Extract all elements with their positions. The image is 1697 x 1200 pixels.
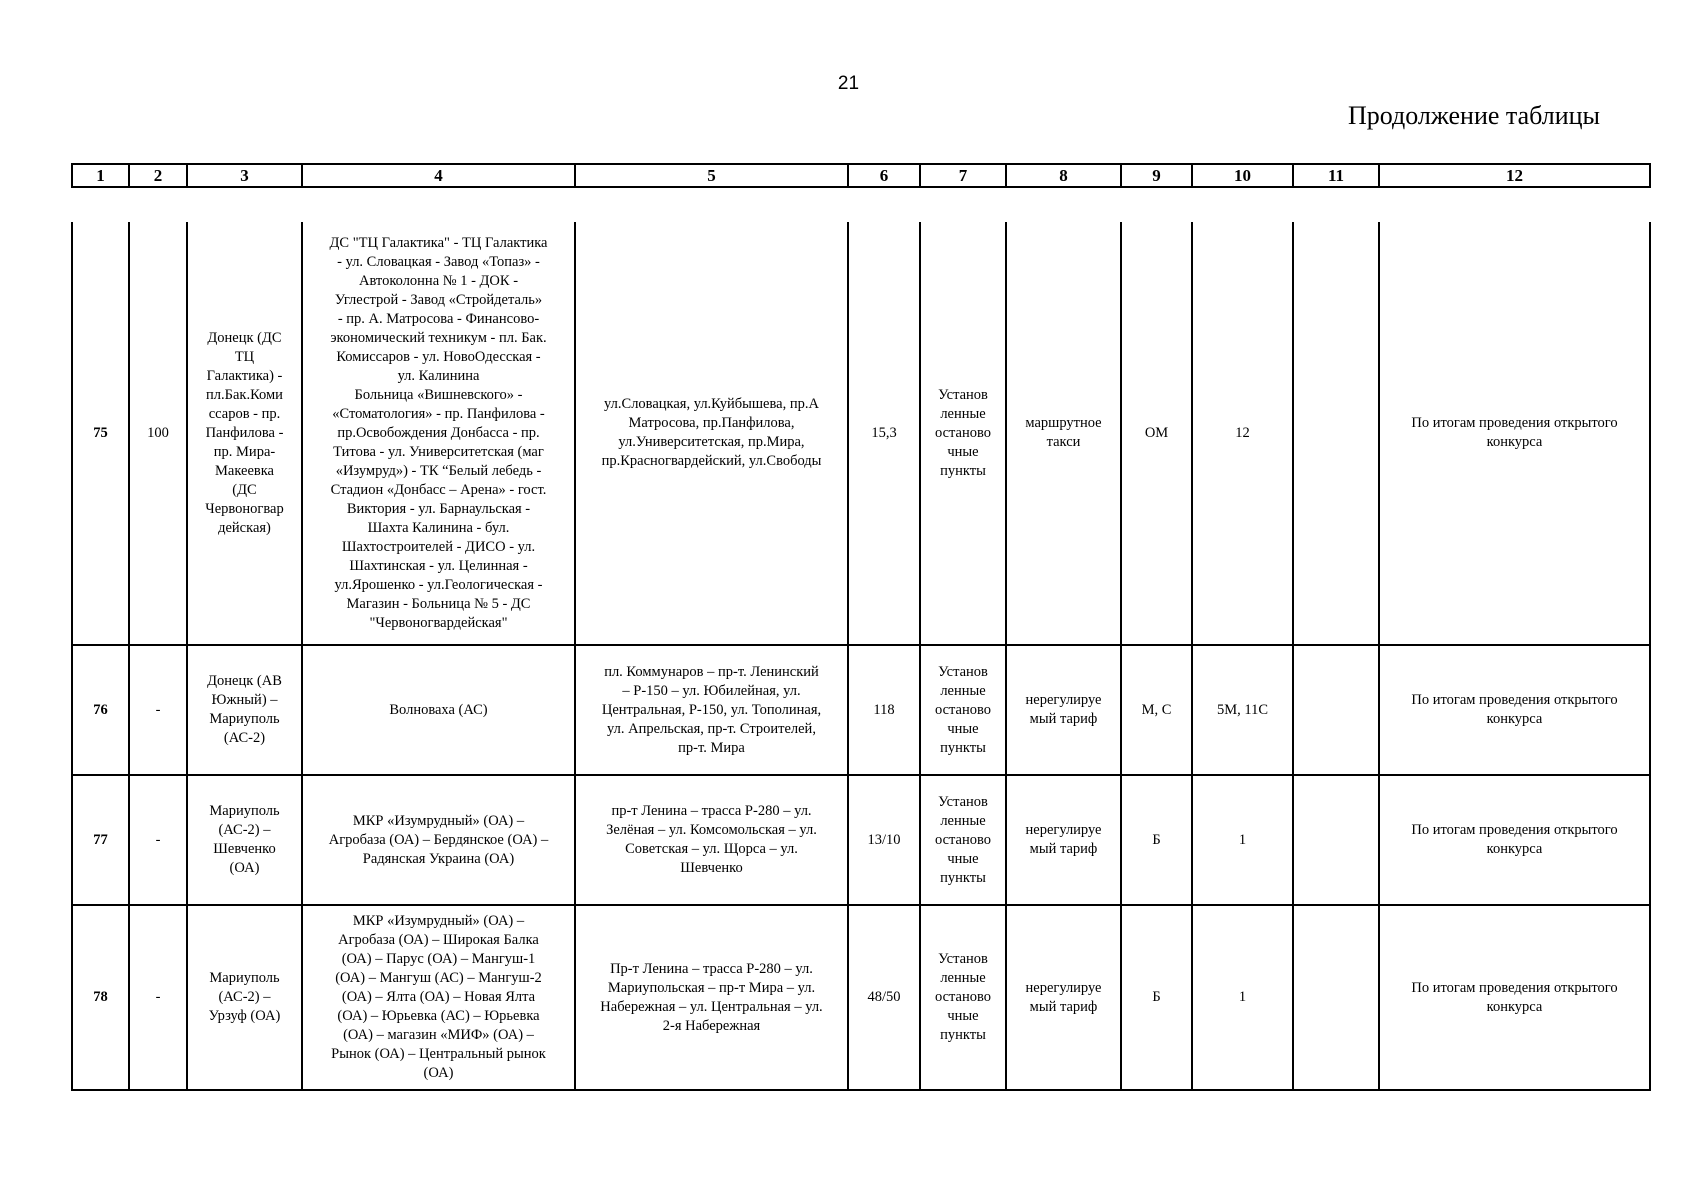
column-number: 8 xyxy=(1006,164,1121,187)
route-name: Донецк (АВ Южный) – Мариуполь (АС-2) xyxy=(187,645,302,775)
transport-type: нерегулируе мый тариф xyxy=(1006,645,1121,775)
continuation-title: Продолжение таблицы xyxy=(1348,101,1600,130)
carrier-note: По итогам проведения открытого конкурса xyxy=(1379,905,1650,1090)
route-stops: МКР «Изумрудный» (ОА) – Агробаза (ОА) – Бердянское (ОА) – Радянская Украина (ОА) xyxy=(302,775,575,905)
carrier-note: По итогам проведения открытого конкурса xyxy=(1379,645,1650,775)
route-stops: ДС "ТЦ Галактика" - ТЦ Галактика - ул. Словацкая - Завод «Топаз» - Автоколонна № 1 - ДОК - Углестрой - Завод «Стройдеталь» - пр. А. Матросова - Финансово- экономический техникум - пл. Бак. Комиссаров - ул. НовоОдесская - ул. Калинина Больница «Вишневского» - «Стоматология» - пр. Панфилова - пр.Освобождения Донбасса - пр. Титова - ул. Университетская (маг «Изумруд») - ТК “Белый лебедь - Стадион «Донбасс – Арена» - гост. Виктория - ул. Барнаульская - Шахта Калинина - бул. Шахтостроителей - ДИСО - ул. Шахтинская - ул. Целинная - ул.Ярошенко - ул.Геологическая - Магазин - Больница № 5 - ДС "Червоногвардейская" xyxy=(302,222,575,645)
table-row xyxy=(72,775,1650,905)
carrier-note: По итогам проведения открытого конкурса xyxy=(1379,775,1650,905)
vehicle-class: Б xyxy=(1121,905,1192,1090)
column-number: 1 xyxy=(72,164,129,187)
vehicle-class: М, С xyxy=(1121,645,1192,775)
column-number: 6 xyxy=(848,164,920,187)
route-streets: пр-т Ленина – трасса Р-280 – ул. Зелёная – ул. Комсомольская – ул. Советская – ул. Щорса – ул. Шевченко xyxy=(575,775,848,905)
vehicle-count: 1 xyxy=(1192,775,1293,905)
route-index: 77 xyxy=(72,775,129,905)
route-streets: пл. Коммунаров – пр-т. Ленинский – Р-150 – ул. Юбилейная, ул. Центральная, Р-150, ул. Тополиная, ул. Апрельская, пр-т. Строителей, пр-т. Мира xyxy=(575,645,848,775)
page-number: 21 xyxy=(837,73,860,94)
column-number: 5 xyxy=(575,164,848,187)
route-number: - xyxy=(129,775,187,905)
route-stops: Волноваха (АС) xyxy=(302,645,575,775)
table-row xyxy=(72,645,1650,775)
column-number: 2 xyxy=(129,164,187,187)
route-number: - xyxy=(129,645,187,775)
boarding-order: Установ ленные останово чные пункты xyxy=(920,645,1006,775)
vehicle-class: Б xyxy=(1121,775,1192,905)
transport-type: маршрутное такси xyxy=(1006,222,1121,645)
column-11-cell xyxy=(1293,905,1379,1090)
table-row xyxy=(72,222,1650,645)
transport-type: нерегулируе мый тариф xyxy=(1006,905,1121,1090)
route-number: - xyxy=(129,905,187,1090)
table-row xyxy=(72,905,1650,1090)
column-number: 10 xyxy=(1192,164,1293,187)
route-length: 13/10 xyxy=(848,775,920,905)
route-number: 100 xyxy=(129,222,187,645)
column-number: 4 xyxy=(302,164,575,187)
route-streets: ул.Словацкая, ул.Куйбышева, пр.А Матросова, пр.Панфилова, ул.Университетская, пр.Мира, пр.Красногвардейский, ул.Свободы xyxy=(575,222,848,645)
route-index: 75 xyxy=(72,222,129,645)
carrier-note: По итогам проведения открытого конкурса xyxy=(1379,222,1650,645)
route-index: 78 xyxy=(72,905,129,1090)
route-stops: МКР «Изумрудный» (ОА) – Агробаза (ОА) – Широкая Балка (ОА) – Парус (ОА) – Мангуш-1 (ОА) – Мангуш (АС) – Мангуш-2 (ОА) – Ялта (ОА) – Новая Ялта (ОА) – Юрьевка (АС) – Юрьевка (ОА) – магазин «МИФ» (ОА) – Рынок (ОА) – Центральный рынок (ОА) xyxy=(302,905,575,1090)
boarding-order: Установ ленные останово чные пункты xyxy=(920,775,1006,905)
route-name: Мариуполь (АС-2) – Урзуф (ОА) xyxy=(187,905,302,1090)
vehicle-class: ОМ xyxy=(1121,222,1192,645)
column-number: 3 xyxy=(187,164,302,187)
route-name: Донецк (ДС ТЦ Галактика) - пл.Бак.Коми ссаров - пр. Панфилова - пр. Мира- Макеевка (ДС Червоногвар дейская) xyxy=(187,222,302,645)
column-number: 7 xyxy=(920,164,1006,187)
vehicle-count: 1 xyxy=(1192,905,1293,1090)
column-number: 11 xyxy=(1293,164,1379,187)
boarding-order: Установ ленные останово чные пункты xyxy=(920,905,1006,1090)
vehicle-count: 12 xyxy=(1192,222,1293,645)
route-index: 76 xyxy=(72,645,129,775)
route-length: 15,3 xyxy=(848,222,920,645)
column-number-row xyxy=(72,164,1650,187)
transport-type: нерегулируе мый тариф xyxy=(1006,775,1121,905)
route-streets: Пр-т Ленина – трасса Р-280 – ул. Мариупольская – пр-т Мира – ул. Набережная – ул. Центральная – ул. 2-я Набережная xyxy=(575,905,848,1090)
column-number: 12 xyxy=(1379,164,1650,187)
route-length: 118 xyxy=(848,645,920,775)
route-name: Мариуполь (АС-2) – Шевченко (ОА) xyxy=(187,775,302,905)
boarding-order: Установ ленные останово чные пункты xyxy=(920,222,1006,645)
column-11-cell xyxy=(1293,645,1379,775)
column-number: 9 xyxy=(1121,164,1192,187)
column-11-cell xyxy=(1293,775,1379,905)
route-length: 48/50 xyxy=(848,905,920,1090)
column-11-cell xyxy=(1293,222,1379,645)
vehicle-count: 5М, 11С xyxy=(1192,645,1293,775)
routes-table xyxy=(71,222,1651,1091)
column-number-header xyxy=(71,163,1651,188)
